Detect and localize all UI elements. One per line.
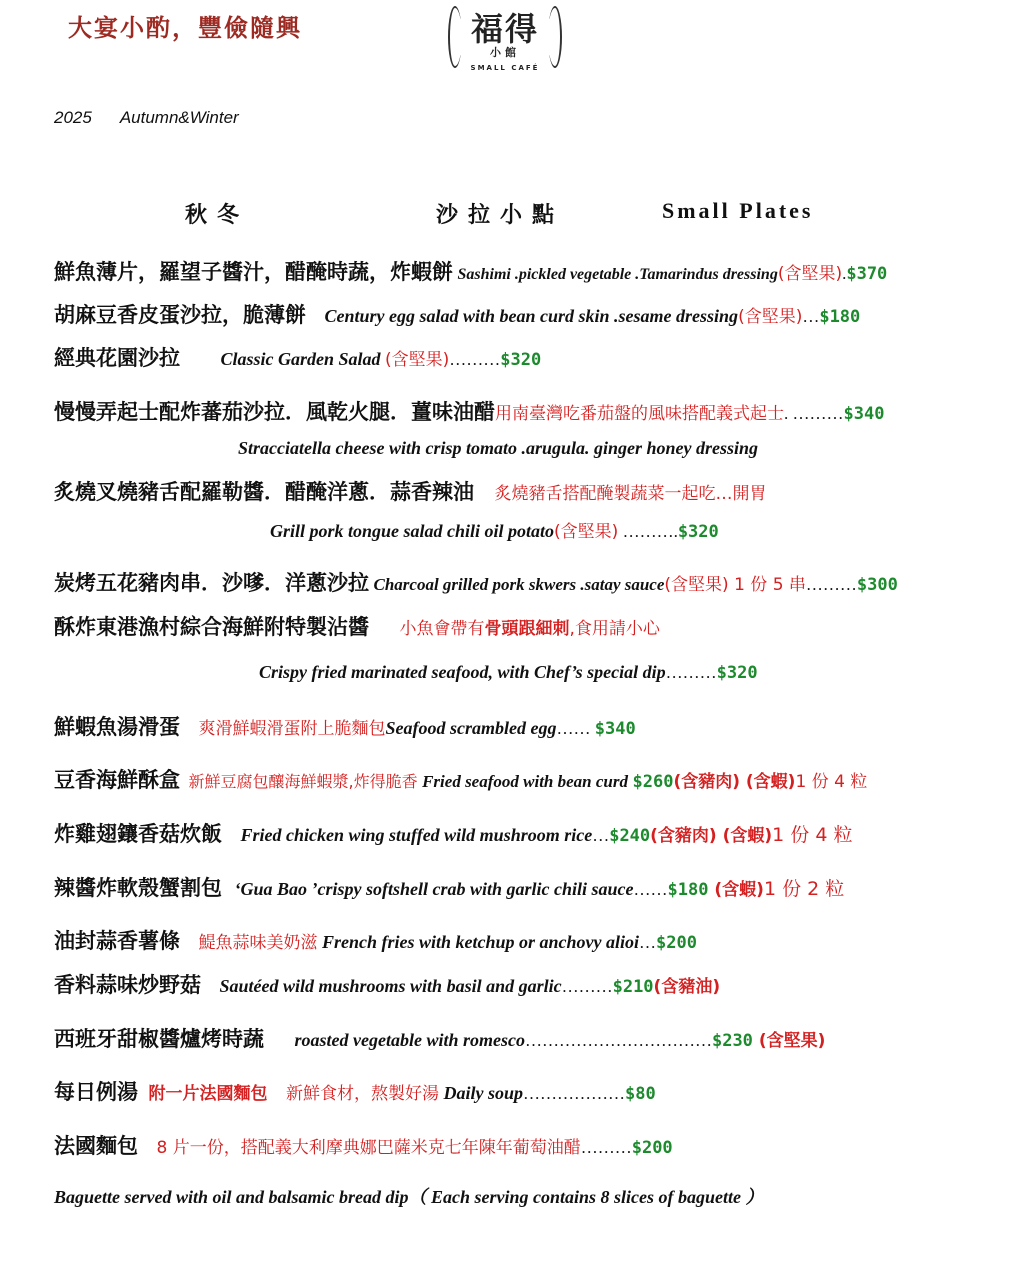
- menu-item-pork-tongue: [54, 476, 767, 506]
- item-name-en: Stracciatella cheese with crisp tomato .arugula. ginger honey dressing: [238, 438, 759, 458]
- item-price: $210: [612, 977, 654, 997]
- allergen-note: (含堅果): [664, 575, 729, 595]
- menu-season: Autumn&Winter: [119, 108, 239, 127]
- item-name-cn: 每日例湯: [54, 1080, 138, 1104]
- portion-note: 1 份 5 串: [728, 575, 806, 595]
- item-name-en: Sashimi .pickled vegetable .Tamarindus dressing: [457, 266, 778, 283]
- section-season-cn: 秋冬: [185, 202, 250, 227]
- item-dots: …: [592, 826, 610, 845]
- menu-item-seafood-platter-en: [259, 662, 758, 683]
- item-price: $180: [819, 307, 861, 327]
- item-name-cn: 西班牙甜椒醬爐烤時蔬: [54, 1027, 264, 1051]
- item-dots: …: [802, 307, 820, 326]
- item-name-cn: 法國麵包: [54, 1134, 138, 1158]
- item-dots: ……………………………: [524, 1031, 712, 1050]
- item-dots: ………: [449, 350, 501, 369]
- item-price: $340: [843, 404, 885, 424]
- allergen-note: (含堅果): [554, 522, 619, 542]
- menu-item-gua-bao: [54, 872, 844, 902]
- item-description: 鯷魚蒜味美奶滋: [198, 933, 318, 953]
- portion-note: 1 份 2 粒: [763, 878, 845, 900]
- item-name-cn: 辣醬炸軟殼蟹割包: [54, 876, 222, 900]
- item-dots: ………: [580, 1138, 632, 1157]
- item-name-cn: 酥炸東港漁村綜合海鮮附特製沾醬: [54, 615, 369, 639]
- menu-item-garden-salad: [54, 342, 541, 372]
- item-name-cn: 炙燒叉燒豬舌配羅勒醬．醋醃洋蔥．蒜香辣油: [54, 480, 474, 504]
- menu-item-pork-skewers: [54, 567, 898, 597]
- allergen-note: (含堅果): [385, 350, 450, 370]
- item-price: $320: [677, 522, 719, 542]
- item-name-en: ‘Gua Bao ’crispy softshell crab with garlic chili sauce: [234, 879, 634, 899]
- menu-item-mushrooms: [54, 969, 720, 999]
- menu-item-pork-tongue-en: [270, 517, 719, 542]
- item-price: $240: [609, 826, 651, 846]
- logo-name: 福得: [470, 11, 539, 47]
- menu-item-century-egg: [54, 299, 860, 329]
- item-dots: ……: [556, 719, 595, 738]
- item-dots: . ………: [784, 404, 844, 423]
- item-description: 新鮮食材，熬製好湯: [286, 1084, 439, 1104]
- item-name-cn: 香料蒜味炒野菇: [54, 973, 201, 997]
- item-dots: ………: [805, 575, 857, 594]
- logo-english: SMALL CAFÉ: [470, 64, 540, 72]
- menu-item-seafood-platter: [54, 611, 660, 641]
- menu-item-chicken-wing: [54, 818, 852, 848]
- item-price: $80: [625, 1084, 656, 1104]
- item-name-en: Fried chicken wing stuffed wild mushroom rice: [240, 825, 593, 845]
- item-name-en: roasted vegetable with romesco: [294, 1030, 525, 1050]
- item-warning-tail: ,食用請小心: [569, 619, 660, 639]
- item-dots: ………………: [523, 1084, 626, 1103]
- baguette-en: Baguette served with oil and balsamic bread dip（ Each serving contains 8 slices of baguette ）: [54, 1187, 764, 1207]
- portion-note: 1 份 4 粒: [772, 824, 853, 846]
- item-dots: ………: [561, 977, 613, 996]
- menu-item-sashimi: [54, 256, 887, 286]
- item-description: 新鮮豆腐包釀海鮮蝦漿,炸得脆香: [188, 772, 418, 791]
- item-name-en: French fries with ketchup or anchovy alioi: [322, 932, 640, 952]
- item-name-en: Charcoal grilled pork skwers .satay sauce: [373, 575, 665, 594]
- allergen-note: (含豬油): [653, 977, 721, 997]
- item-dots: .: [842, 264, 847, 283]
- season-line: [54, 108, 239, 128]
- menu-item-roasted-vegetable: [54, 1023, 825, 1053]
- item-name-en: Daily soup: [443, 1083, 524, 1103]
- menu-year: 2025: [54, 108, 92, 127]
- section-category-cn: 沙拉小點: [436, 202, 565, 227]
- item-warning: 小魚會帶有: [399, 619, 485, 639]
- item-name-cn: 炭烤五花豬肉串．沙嗲．洋蔥沙拉: [54, 571, 369, 595]
- menu-item-scrambled-egg: [54, 711, 636, 741]
- allergen-note: (含堅果): [752, 1031, 826, 1051]
- item-name-cn: 慢慢弄起士配炸蕃茄沙拉．風乾火腿．薑味油醋: [54, 400, 495, 424]
- allergen-note: (含蝦): [708, 880, 764, 900]
- item-description: 爽滑鮮蝦滑蛋附上脆麵包: [198, 719, 386, 739]
- item-price: $200: [656, 933, 697, 953]
- item-description: 炙燒豬舌搭配醃製蔬菜一起吃…開胃: [494, 484, 767, 504]
- item-name-cn: 胡麻豆香皮蛋沙拉，脆薄餅: [54, 303, 306, 327]
- allergen-note: (含堅果): [777, 264, 843, 284]
- item-dots: ……: [633, 880, 668, 899]
- item-price: $320: [500, 350, 542, 370]
- baguette-english-note: [54, 1183, 764, 1209]
- item-dots: ……….: [618, 522, 678, 541]
- item-note-bold: 附一片法國麵包: [148, 1084, 268, 1104]
- menu-item-stracciatella-en: [238, 438, 758, 459]
- item-dots: …: [639, 933, 657, 952]
- item-name-en: Fried seafood with bean curd: [422, 772, 628, 791]
- item-price: $200: [631, 1138, 673, 1158]
- item-name-cn: 經典花園沙拉: [54, 346, 180, 370]
- item-name-cn: 豆香海鮮酥盒: [54, 768, 180, 792]
- item-description: 8 片一份，搭配義大利摩典娜巴薩米克七年陳年葡萄油醋: [156, 1138, 581, 1158]
- section-category-en: Small Plates: [662, 198, 814, 223]
- portion-note: 1 份 4 粒: [795, 772, 868, 792]
- item-name-en: Seafood scrambled egg: [385, 718, 557, 738]
- menu-item-stracciatella: [54, 396, 884, 426]
- item-price: $370: [846, 264, 888, 284]
- item-dots: ………: [665, 663, 717, 682]
- allergen-note: (含豬肉) (含蝦): [673, 772, 796, 792]
- restaurant-logo: [446, 0, 564, 82]
- allergen-note: (含堅果): [738, 307, 803, 327]
- item-name-cn: 炸雞翅鑲香菇炊飯: [54, 822, 222, 846]
- menu-item-fries: [54, 925, 697, 955]
- menu-item-seafood-box: [54, 764, 867, 794]
- item-description: 用南臺灣吃番茄盤的風味搭配義式起士: [495, 404, 784, 424]
- item-name-en: Grill pork tongue salad chili oil potato: [270, 521, 555, 541]
- item-name-cn: 鮮蝦魚湯滑蛋: [54, 715, 180, 739]
- item-price: $300: [856, 575, 898, 595]
- menu-item-baguette: [54, 1130, 673, 1160]
- item-name-cn: 鮮魚薄片，羅望子醬汁，醋醃時蔬，炸蝦餅: [54, 260, 453, 284]
- item-name-en: Crispy fried marinated seafood, with Chef’s special dip: [259, 662, 666, 682]
- item-price: $340: [594, 719, 636, 739]
- item-warning-bold: 骨頭跟細刺: [484, 619, 570, 639]
- item-price: $230: [711, 1031, 753, 1051]
- item-price: $180: [667, 880, 709, 900]
- item-name-en: Classic Garden Salad: [220, 349, 381, 369]
- logo-subtitle: 小館: [490, 47, 520, 59]
- item-price: $320: [716, 663, 758, 683]
- item-name-en: Century egg salad with bean curd skin .sesame dressing: [324, 306, 739, 326]
- slogan: 大宴小酌，豐儉隨興: [68, 16, 302, 42]
- item-price: $260: [632, 772, 674, 792]
- item-name-cn: 油封蒜香薯條: [54, 929, 180, 953]
- menu-item-daily-soup: [54, 1076, 656, 1106]
- allergen-note: (含豬肉) (含蝦): [650, 826, 773, 846]
- item-name-en: Sautéed wild mushrooms with basil and garlic: [219, 976, 562, 996]
